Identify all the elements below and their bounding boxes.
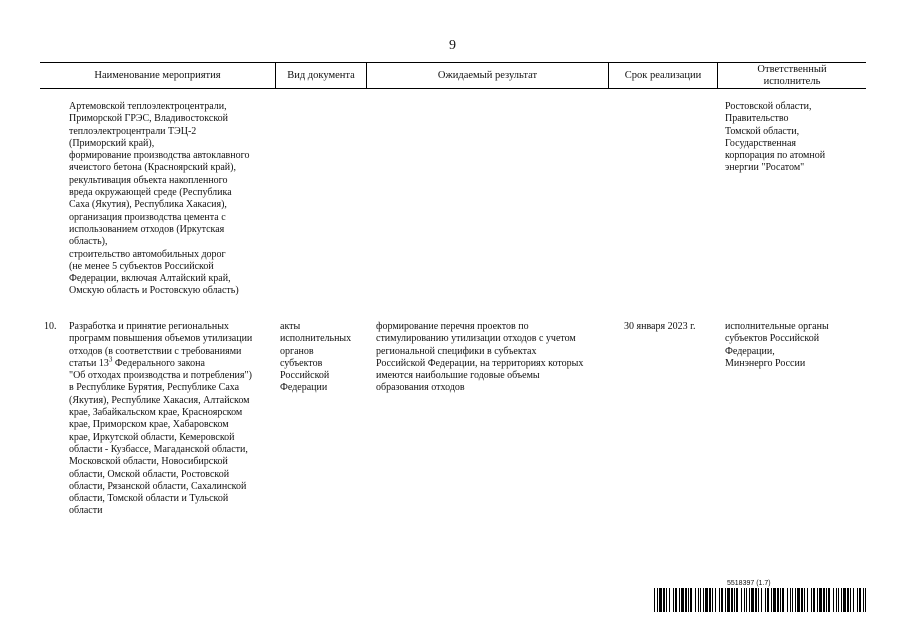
barcode-bar — [666, 588, 667, 612]
barcode-image — [654, 588, 866, 612]
continuation-name: Артемовской теплоэлектроцентрали, Приморской ГРЭС, Владивостокской теплоэлектроцентрали ТЭЦ-2 (Приморский край), формирование производства автоклавного ячеистого бетона (Красноярский край), рекультивация объекта накопленного вреда окружающей среде (Республика Саха (Якутия), Республика Хакасия), организация производства цемента с использованием отходов (Иркутская область), строительство автомобильных дорог (не менее 5 субъектов Российской Федерации, включая Алтайский край, Омскую область и Ростовскую область) — [69, 101, 250, 297]
barcode-bar — [698, 588, 699, 612]
barcode-bar — [847, 588, 849, 612]
barcode-bar — [771, 588, 772, 612]
row-deadline: 30 января 2023 г. — [624, 321, 696, 332]
barcode-bar — [777, 588, 779, 612]
barcode-bar — [841, 588, 842, 612]
barcode-bar — [741, 588, 742, 612]
barcode-bar — [675, 588, 677, 612]
header-name: Наименование мероприятия — [94, 69, 221, 81]
header-deadline: Срок реализации — [624, 69, 702, 81]
barcode-bar — [657, 588, 658, 612]
table-header-bottom-rule — [40, 88, 866, 89]
barcode-bar — [725, 588, 726, 612]
barcode-bar — [807, 588, 808, 612]
barcode-bar — [813, 588, 815, 612]
row-name-part1: Разработка и принятие региональных программ повышения объемов утилизации отходов (в соответствии с требованиями статьи 13 — [69, 321, 253, 369]
barcode-bar — [838, 588, 839, 612]
barcode-bar — [721, 588, 723, 612]
barcode-bar — [767, 588, 769, 612]
header-doc-type: Вид документа — [287, 69, 355, 81]
barcode-bar — [765, 588, 766, 612]
barcode-bar — [811, 588, 812, 612]
row-doc-type: акты исполнительных органов субъектов Российской Федерации — [280, 321, 352, 394]
barcode-bar — [734, 588, 735, 612]
page-number: 9 — [449, 38, 456, 53]
barcode-bar — [782, 588, 784, 612]
barcode-bar — [703, 588, 704, 612]
barcode-bar — [695, 588, 696, 612]
barcode-bar — [719, 588, 720, 612]
barcode-bar — [853, 588, 854, 612]
barcode-bar — [773, 588, 776, 612]
barcode-bar — [681, 588, 684, 612]
barcode-bar — [857, 588, 858, 612]
barcode-bar — [817, 588, 818, 612]
barcode-bar — [823, 588, 825, 612]
barcode-bar — [755, 588, 757, 612]
barcode-bar — [663, 588, 665, 612]
barcode-bar — [865, 588, 866, 612]
barcode-bar — [736, 588, 738, 612]
barcode-bar — [826, 588, 827, 612]
barcode-bar — [795, 588, 796, 612]
footnote-superscript: 3 — [108, 355, 113, 364]
barcode-bar — [836, 588, 837, 612]
barcode-bar — [712, 588, 713, 612]
barcode-bar — [679, 588, 680, 612]
barcode-bar — [850, 588, 851, 612]
barcode-bar — [787, 588, 788, 612]
barcode-bar — [659, 588, 662, 612]
row-result: формирование перечня проектов по стимулированию утилизации отходов с учетом региональной специфики в субъектах Российской Федерации, на территориях которых имеются наибольшие годовые объемы образования отходов — [376, 321, 584, 394]
barcode-bar — [690, 588, 692, 612]
barcode-bar — [792, 588, 793, 612]
barcode-bar — [863, 588, 864, 612]
barcode-bar — [654, 588, 655, 612]
barcode-bar — [761, 588, 762, 612]
barcode-number: 5518397 (1.7) — [727, 580, 771, 587]
barcode-bar — [790, 588, 791, 612]
barcode-bar — [744, 588, 745, 612]
barcode-bar — [673, 588, 674, 612]
barcode-bar — [731, 588, 733, 612]
barcode-bar — [746, 588, 747, 612]
barcode-bar — [828, 588, 830, 612]
barcode-bar — [700, 588, 701, 612]
barcode-bar — [833, 588, 834, 612]
barcode-bar — [758, 588, 759, 612]
row-name — [69, 321, 274, 518]
barcode-bar — [801, 588, 803, 612]
barcode-bar — [705, 588, 708, 612]
header-result: Ожидаемый результат — [437, 69, 538, 81]
row-name-part2: Федерального закона "Об отходах производства и потребления") в Республике Бурятия, Республике Саха (Якутия), Республике Хакасия, Алтайском крае, Забайкальском крае, Красноярском крае, Приморском крае, Хабаровском крае, Иркутской области, Кемеровской области - Кузбассе, Магаданской области, Московской области, Новосибирской области, Омской области, Ростовской области, Рязанской области, Сахалинской области, Томской области и Тульской области — [69, 357, 252, 517]
barcode-bar — [688, 588, 689, 612]
row-number: 10. — [44, 321, 57, 332]
barcode-bar — [780, 588, 781, 612]
barcode-bar — [819, 588, 822, 612]
barcode-bar — [749, 588, 750, 612]
barcode-bar — [843, 588, 846, 612]
barcode-bar — [715, 588, 716, 612]
header-executor: Ответственный исполнитель — [757, 63, 827, 87]
barcode-bar — [669, 588, 670, 612]
barcode-bar — [685, 588, 687, 612]
barcode-bar — [797, 588, 800, 612]
continuation-executor: Ростовской области, Правительство Томской области, Государственная корпорация по атомной энергии "Росатом" — [725, 101, 826, 174]
barcode-bar — [727, 588, 730, 612]
barcode-bar — [859, 588, 861, 612]
row-executor: исполнительные органы субъектов Российской Федерации, Минэнерго России — [725, 321, 829, 369]
barcode-bar — [804, 588, 805, 612]
barcode-bar — [751, 588, 754, 612]
barcode-bar — [709, 588, 711, 612]
